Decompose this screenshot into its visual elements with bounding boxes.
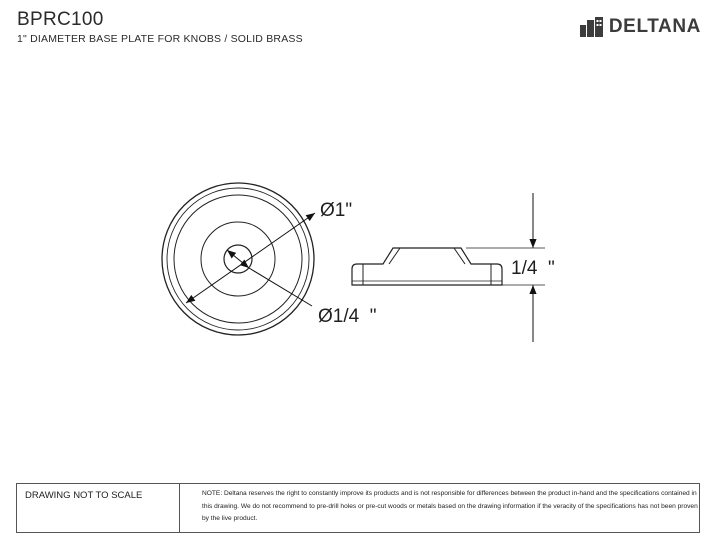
inner-diameter-leader bbox=[227, 250, 249, 268]
scale-note: DRAWING NOT TO SCALE bbox=[17, 484, 180, 532]
outer-diameter-label: Ø1" bbox=[320, 200, 353, 221]
disclaimer-note: NOTE: Deltana reserves the right to constantly improve its products and is not responsible for differences between the product in-hand and the specifications contained in this drawing. We do not recommend to pre-drill holes or pre-cut woods or metals based on the drawing information if the veracity of the specifications has not been proven by the live product. bbox=[202, 490, 698, 522]
profile-step-right bbox=[454, 248, 465, 264]
footer-box bbox=[16, 483, 700, 533]
outer-diameter-leader bbox=[186, 213, 315, 303]
brand-name: DELTANA bbox=[608, 16, 701, 37]
inner-diameter-label: Ø1/4 " bbox=[318, 306, 377, 327]
profile-outline bbox=[352, 248, 502, 285]
product-code: BPRC100 bbox=[17, 9, 104, 30]
product-description: 1" DIAMETER BASE PLATE FOR KNOBS / SOLID BRASS bbox=[17, 33, 303, 45]
inner-diameter-leader-tail bbox=[249, 268, 312, 306]
profile-step-left bbox=[389, 248, 400, 264]
side-profile bbox=[352, 248, 502, 285]
height-label: 1/4 " bbox=[511, 258, 555, 279]
